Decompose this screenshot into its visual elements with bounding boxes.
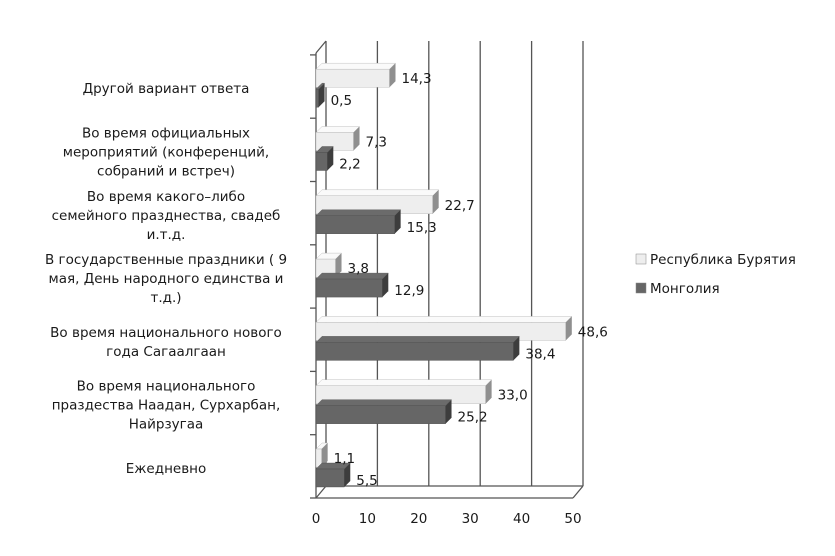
category-label-line: т.д.) [150, 290, 182, 307]
data-label-buryatia-0: 1,1 [333, 451, 356, 467]
bar-mongolia-1-front [316, 406, 446, 424]
legend [636, 252, 796, 297]
data-label-buryatia-6: 14,3 [401, 71, 432, 88]
legend-swatch-0 [636, 254, 646, 264]
category-label-line: Во время какого–либо [86, 188, 246, 205]
x-tick-label-20: 20 [410, 511, 428, 527]
data-label-buryatia-1: 33,0 [497, 387, 528, 404]
legend-swatch-1 [636, 283, 646, 293]
bar-buryatia-6-top [316, 63, 396, 69]
data-label-mongolia-4: 15,3 [406, 219, 437, 236]
bar-mongolia-2-top [316, 336, 519, 342]
bar-buryatia-2-top [316, 316, 572, 322]
category-label-line: года Сагаалгаан [106, 343, 226, 360]
bar-mongolia-5-front [316, 153, 327, 171]
data-label-mongolia-6: 0,5 [330, 93, 353, 110]
data-label-buryatia-3: 3,8 [347, 261, 370, 278]
category-label-line: Ежедневно [125, 461, 207, 477]
category-label-line: Найрзугаа [128, 416, 204, 433]
category-label-4 [52, 189, 281, 243]
category-label-1 [52, 379, 281, 433]
data-label-buryatia-4: 22,7 [444, 197, 475, 214]
bar-mongolia-0-front [316, 469, 344, 487]
category-label-line: собраний и встреч) [97, 163, 235, 180]
category-label-0 [126, 461, 207, 477]
bar-mongolia-5 [316, 147, 333, 171]
legend-label-0: Республика Бурятия [650, 252, 796, 268]
data-label-mongolia-2: 38,4 [525, 346, 556, 363]
category-label-line: Во время национального нового [50, 324, 282, 341]
data-label-mongolia-0: 5,5 [356, 473, 378, 489]
bar-mongolia-4 [316, 210, 401, 234]
bar-mongolia-1-top [316, 400, 452, 406]
data-label-mongolia-5: 2,2 [339, 156, 361, 173]
category-label-line: Во время официальных [81, 125, 251, 142]
category-label-line: мероприятий (конференций, [62, 144, 270, 161]
bar-mongolia-4-front [316, 216, 395, 234]
bar-mongolia-4-top [316, 210, 401, 216]
x-tick-label-50: 50 [564, 511, 582, 527]
category-label-3 [45, 252, 287, 306]
category-label-line: Другой вариант ответа [82, 81, 250, 98]
floor-right-edge [573, 486, 583, 498]
x-tick-label-40: 40 [513, 511, 531, 527]
bar-mongolia-2-front [316, 342, 513, 360]
category-label-line: В государственные праздники ( 9 [44, 252, 288, 269]
bar-buryatia-1-top [316, 380, 492, 386]
y-axis-top-edge [316, 41, 326, 53]
bar-mongolia-6-front [316, 89, 319, 107]
bar-mongolia-1 [316, 400, 452, 424]
bar-mongolia-2 [316, 336, 519, 360]
category-label-line: праздества Наадан, Сурхарбан, [51, 397, 281, 414]
category-label-2 [50, 325, 282, 360]
data-label-mongolia-3: 12,9 [394, 283, 425, 300]
bar-mongolia-3-front [316, 279, 382, 297]
data-label-buryatia-5: 7,3 [365, 134, 388, 151]
bar-buryatia-4-top [316, 190, 439, 196]
category-label-line: и.т.д. [146, 226, 186, 243]
data-label-buryatia-2: 48,6 [577, 324, 608, 341]
x-tick-label-0: 0 [311, 511, 321, 527]
data-label-mongolia-1: 25,2 [457, 409, 488, 426]
x-tick-label-10: 10 [358, 511, 376, 527]
bar-buryatia-6-front [316, 69, 390, 87]
category-label-line: Во время национального [76, 378, 256, 395]
category-label-5 [63, 126, 269, 180]
category-label-line: мая, День народного единства и [48, 271, 284, 288]
category-label-6 [83, 81, 250, 97]
bar-buryatia-6 [316, 63, 396, 87]
x-tick-label-30: 30 [461, 511, 479, 527]
legend-label-1: Монголия [650, 281, 720, 297]
bar-buryatia-5-top [316, 127, 360, 133]
category-label-line: семейного празднества, свадеб [51, 207, 281, 224]
